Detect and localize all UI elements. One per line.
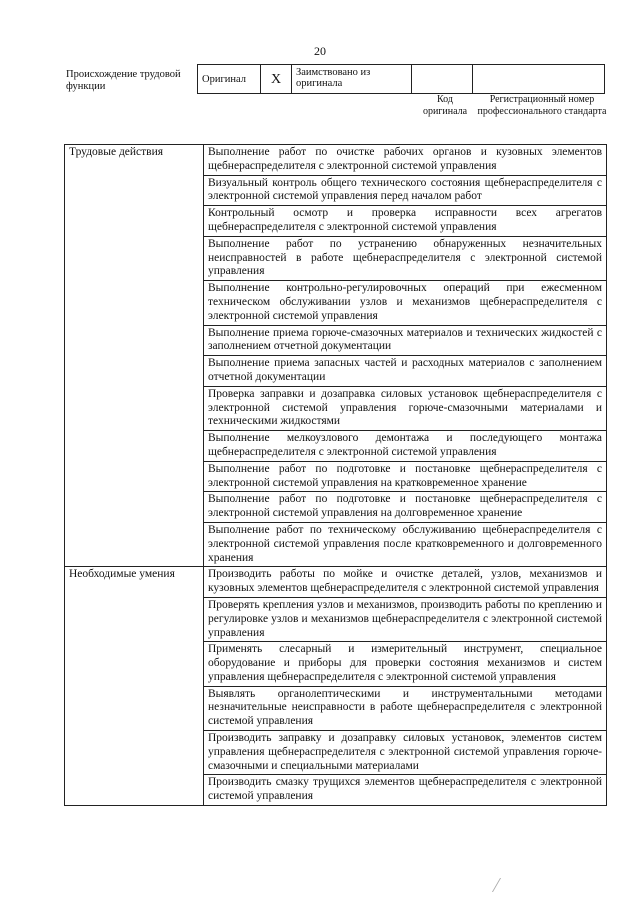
scan-mark [492, 878, 519, 892]
list-item: Проверять крепления узлов и механизмов, производить работы по креплению и регулировке узлов и механизмов щебнераспределителя с электронной системой управления [204, 597, 607, 641]
list-item: Выполнение приема запасных частей и расходных материалов с заполнением отчетной документации [204, 356, 607, 387]
list-item: Проверка заправки и дозаправка силовых установок щебнераспределителя с электронной системой управления горюче-смазочными материалами и техническими жидкостями [204, 386, 607, 430]
function-table [64, 144, 607, 806]
list-item: Выполнение работ по техническому обслуживанию щебнераспределителя с электронной системой управления после кратковременного и долговременного хранения [204, 522, 607, 566]
list-item: Выполнение работ по очистке рабочих органов и кузовных элементов щебнераспределителя с электронной системой управления [204, 145, 607, 176]
origin-label: Происхождение трудовой функции [66, 69, 181, 92]
section-label: Трудовые действия [65, 145, 204, 567]
reg-number-cell [473, 65, 605, 94]
list-item: Выявлять органолептическими и инструментальными методами незначительные неисправности в работе щебнераспределителя с электронной системой управления [204, 686, 607, 730]
borrowed-cell: Заимствовано из оригинала [292, 65, 412, 94]
origin-table [197, 64, 605, 94]
code-caption: Код оригинала [422, 94, 468, 117]
list-item: Производить работы по мойке и очистке деталей, узлов, механизмов и кузовных элементов щебнераспределителя с электронной системой управления [204, 567, 607, 598]
list-item: Контрольный осмотр и проверка исправности всех агрегатов щебнераспределителя с электронной системой управления [204, 206, 607, 237]
section-label: Необходимые умения [65, 567, 204, 806]
list-item: Выполнение приема горюче-смазочных материалов и технических жидкостей с заполнением отчетной документации [204, 325, 607, 356]
list-item: Производить смазку трущихся элементов щебнераспределителя с электронной системой управления [204, 775, 607, 806]
list-item: Выполнение работ по подготовке и постановке щебнераспределителя с электронной системой управления на кратковременное хранение [204, 461, 607, 492]
list-item: Применять слесарный и измерительный инструмент, специальное оборудование и приборы для проверки состояния механизмов и систем управления щебнераспределителя с электронной системой управления [204, 642, 607, 686]
table-row [65, 567, 607, 598]
table-row [65, 145, 607, 176]
page-number: 20 [314, 44, 326, 58]
list-item: Выполнение мелкоузлового демонтажа и последующего монтажа щебнераспределителя с электронной системой управления [204, 431, 607, 462]
original-mark: X [261, 65, 292, 94]
original-cell: Оригинал [198, 65, 261, 94]
list-item: Визуальный контроль общего технического состояния щебнераспределителя с электронной системой управления перед началом работ [204, 175, 607, 206]
list-item: Производить заправку и дозаправку силовых установок, элементов систем управления щебнераспределителя с электронной системой управления горюче-смазочными и специальными материалами [204, 731, 607, 775]
list-item: Выполнение работ по подготовке и постановке щебнераспределителя с электронной системой управления на долговременное хранение [204, 492, 607, 523]
list-item: Выполнение контрольно-регулировочных операций при ежесменном техническом обслуживании узлов и механизмов щебнераспределителя с электронной системой управления [204, 281, 607, 325]
list-item: Выполнение работ по устранению обнаруженных незначительных неисправностей в работе щебнераспределителя с электронной системой управления [204, 236, 607, 280]
code-cell [412, 65, 473, 94]
reg-caption: Регистрационный номер профессионального стандарта [477, 94, 607, 117]
